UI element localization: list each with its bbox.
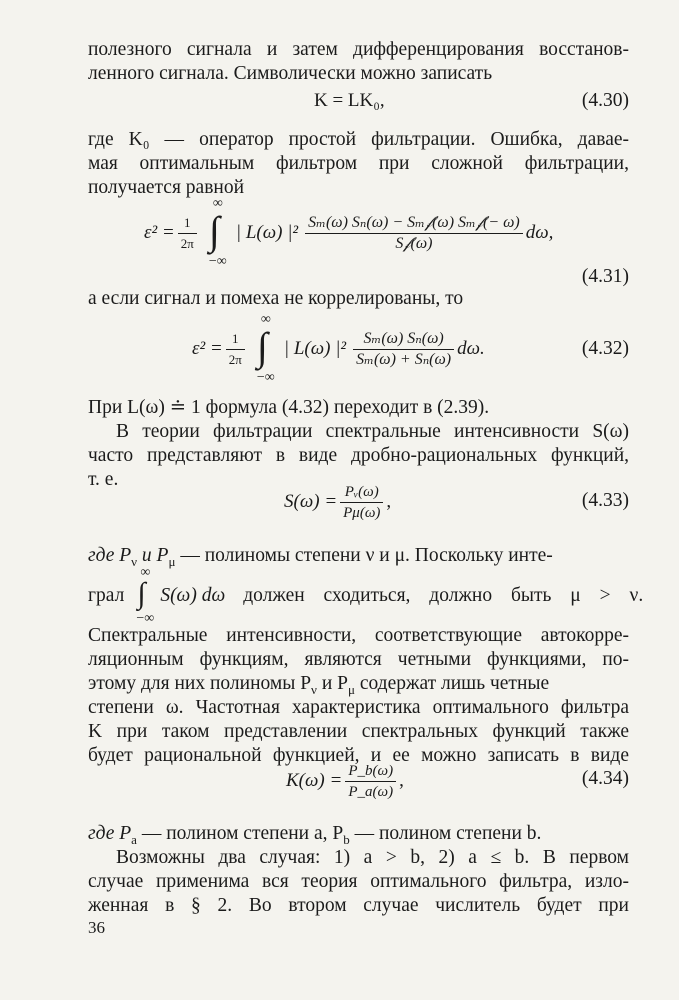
equation-4-31 — [88, 196, 629, 270]
integral-lower-limit: −∞ — [208, 254, 227, 269]
equation-number: (4.33) — [581, 490, 629, 511]
equation-lhs: ε² = — [192, 338, 223, 359]
coefficient-fraction — [178, 213, 197, 254]
equation-fraction — [345, 761, 396, 802]
subscript: ν — [311, 681, 317, 697]
text-line: В теории фильтрации спектральные интенсивности S(ω) — [116, 421, 629, 442]
text-line: будет рациональной функцией, и ее можно записать в виде — [88, 745, 629, 766]
equation-number: (4.31) — [581, 266, 629, 287]
text-line: а если сигнал и помеха не коррелированы, то — [88, 288, 464, 309]
text-fragment: — полиномы степени ν и μ. Поскольку инте- — [175, 545, 553, 566]
equation-number: (4.34) — [581, 768, 629, 789]
text-line: мая оптимальным фильтром при сложной фильтрации, — [88, 153, 629, 174]
text-line: ляционным функциям, являются четными функциями, по- — [88, 649, 629, 670]
equation-differential: dω, — [525, 222, 554, 243]
equation-differential: dω. — [457, 338, 485, 359]
integral-body: S(ω) dω — [160, 585, 226, 606]
text-fragment: где P — [88, 545, 132, 566]
text-fragment: — полином степени b. — [349, 823, 542, 844]
integral-sign — [251, 313, 281, 385]
subscript: μ — [347, 681, 355, 697]
fraction-denominator: 2π — [180, 235, 194, 251]
text-fragment: и P — [316, 673, 348, 694]
text-fragment: где P — [88, 823, 132, 844]
equation-lhs: S(ω) = — [284, 491, 338, 512]
fraction-numerator: Sₘ(ω) Sₙ(ω) — [353, 329, 454, 350]
text-line: Спектральные интенсивности, соответствующие автокорре- — [88, 625, 629, 646]
equation-4-32 — [88, 312, 629, 386]
integral-glyph: ∫ — [208, 208, 220, 253]
coefficient-fraction — [226, 329, 245, 370]
text-line: полезного сигнала и затем дифференцирования восстанов- — [88, 39, 629, 60]
equation-number: (4.32) — [581, 338, 629, 359]
integral-lower-limit: −∞ — [256, 370, 275, 385]
text-line: т. е. — [88, 469, 119, 490]
equation-lhs: ε² = — [144, 222, 175, 243]
text-line: часто представляют в виде дробно-рациональных функций, — [88, 445, 629, 466]
equation-lhs: K(ω) = — [286, 770, 343, 791]
page-number: 36 — [88, 918, 105, 937]
subscript: a — [131, 831, 137, 847]
equation-body: K = LK₀, — [314, 90, 385, 111]
fraction-denominator: 2π — [228, 351, 242, 367]
subscript: μ — [168, 553, 176, 569]
equation-4-34 — [88, 756, 629, 806]
text-fragment: — полином степени a, P — [136, 823, 344, 844]
integral-upper-limit: ∞ — [212, 196, 223, 211]
subscript: b — [343, 831, 350, 847]
integral-sign — [133, 566, 157, 626]
text-fragment: и P — [137, 545, 169, 566]
integral-glyph: ∫ — [256, 324, 268, 369]
text-line: При L(ω) ≐ 1 формула (4.32) переходит в (2.39). — [88, 397, 490, 418]
equation-fraction — [353, 329, 454, 370]
text-line: где K₀ — оператор простой фильтрации. Ошибка, давае- — [88, 129, 629, 150]
text-fragment: грал — [88, 585, 125, 606]
fraction-numerator: 1 — [178, 213, 197, 234]
equation-punct: , — [386, 491, 392, 512]
text-line: женная в § 2. Во втором случае числитель будет при — [88, 895, 629, 916]
equation-fraction — [340, 482, 383, 523]
fraction-numerator: 1 — [226, 329, 245, 350]
integral-lower-limit: −∞ — [136, 611, 155, 626]
fraction-numerator: Sₘ(ω) Sₙ(ω) − Sₘ𝒻(ω) Sₘ𝒻(− ω) — [305, 213, 523, 234]
text-fragment: должен сходиться, должно быть μ > ν. — [243, 585, 644, 606]
text-line: K при таком представлении спектральных функций также — [88, 721, 629, 742]
text-fragment: содержат лишь четные — [354, 673, 550, 694]
equation-punct: , — [399, 770, 404, 791]
fraction-denominator: Pμ(ω) — [343, 504, 381, 521]
text-line: степени ω. Частотная характеристика оптимального фильтра — [88, 697, 629, 718]
fraction-numerator: Pᵥ(ω) — [340, 482, 383, 503]
integral-upper-limit: ∞ — [260, 312, 271, 327]
text-line: Возможны два случая: 1) a > b, 2) a ≤ b. В первом — [116, 847, 629, 868]
integral-glyph: ∫ — [137, 577, 146, 610]
fraction-denominator: Sₘ(ω) + Sₙ(ω) — [356, 350, 452, 368]
text-fragment: этому для них полиномы P — [88, 673, 312, 694]
fraction-denominator: P_a(ω) — [348, 783, 394, 800]
text-line: случае применима вся теория оптимального фильтра, изло- — [88, 871, 629, 892]
equation-fraction — [305, 213, 523, 254]
integral-sign — [203, 197, 233, 269]
integral-upper-limit: ∞ — [140, 565, 151, 580]
equation-number: (4.30) — [581, 90, 629, 111]
text-line: получается равной — [88, 177, 245, 198]
equation-factor: | L(ω) |² — [235, 222, 299, 243]
subscript: ν — [131, 553, 138, 569]
text-line: ленного сигнала. Символически можно записать — [88, 63, 493, 84]
equation-4-33 — [88, 478, 629, 526]
equation-factor: | L(ω) |² — [283, 338, 347, 359]
inline-integral-line — [88, 565, 644, 626]
fraction-denominator: S𝒻(ω) — [395, 234, 433, 252]
fraction-numerator: P_b(ω) — [345, 761, 396, 782]
